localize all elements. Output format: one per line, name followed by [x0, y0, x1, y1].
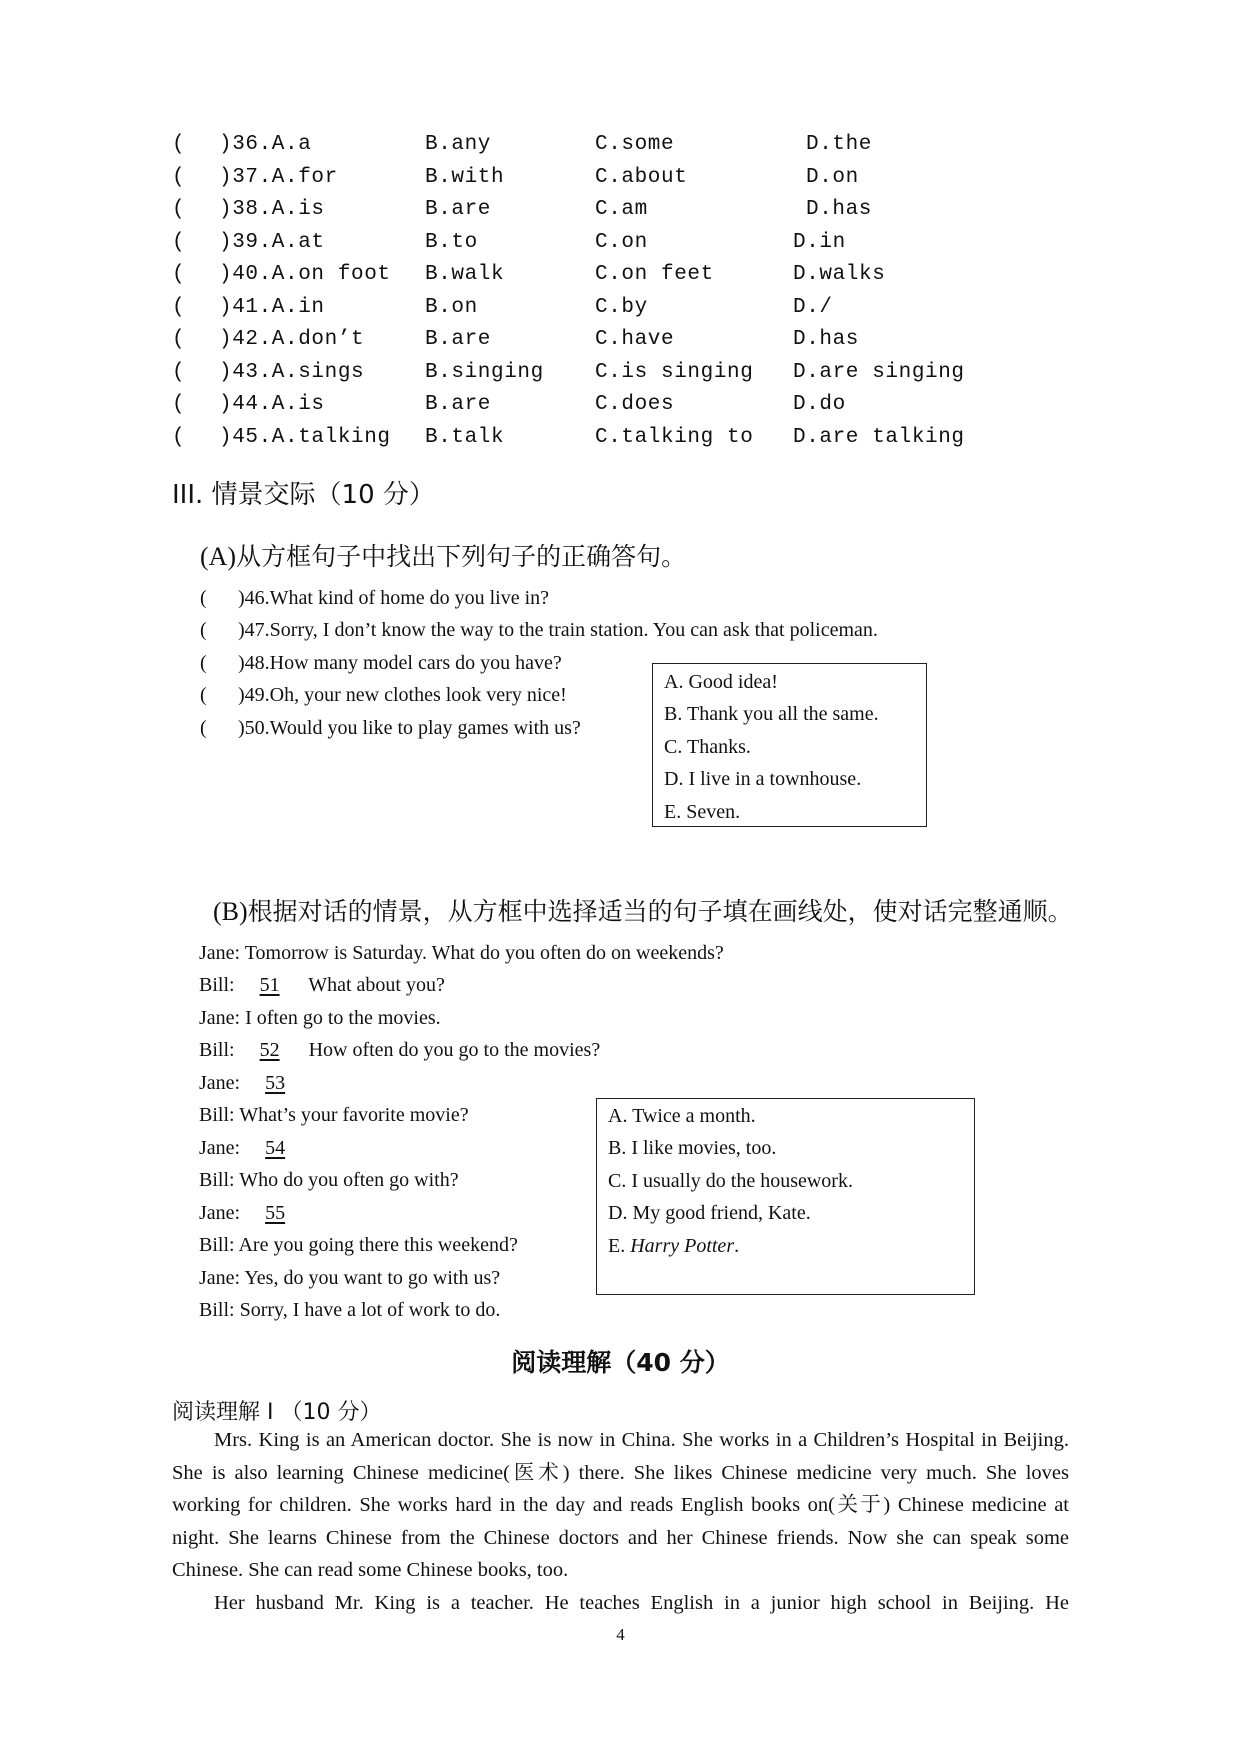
- option-b: B.are: [425, 393, 492, 416]
- option-b: B.singing: [425, 360, 544, 384]
- option-c-text: about: [621, 165, 688, 189]
- part-a-options-box: [652, 663, 927, 827]
- option-c: C.some: [595, 133, 675, 156]
- question-number: )37.A.for: [219, 165, 338, 189]
- question-number-value: 45: [232, 425, 259, 449]
- option-c-text: talking to: [621, 425, 754, 449]
- answer-paren: (: [200, 651, 207, 674]
- option-b-text: to: [451, 230, 478, 254]
- option-a: talking: [298, 425, 391, 449]
- section-title: III. 情景交际（10 分）: [172, 480, 435, 510]
- option-a: on foot: [298, 263, 391, 286]
- question-number-value: 43: [232, 360, 259, 384]
- option-a: for: [298, 165, 338, 189]
- option-b: B.walk: [425, 263, 505, 286]
- answer-paren: (: [172, 295, 186, 319]
- question-number: )43.A.sings: [219, 360, 365, 384]
- dialogue-text: Jane:: [199, 1071, 246, 1094]
- option-c: C.does: [595, 393, 675, 416]
- part-a-heading: [200, 537, 686, 573]
- option-c: C.about: [595, 165, 688, 189]
- dialogue-line: [199, 1007, 441, 1030]
- question-number-value: 40: [232, 263, 259, 286]
- option-c-text: is singing: [621, 360, 754, 384]
- question-text: )47.Sorry, I don’t know the way to the train station. You can ask that policeman.: [238, 619, 878, 642]
- option-a: is: [298, 393, 325, 416]
- part-a-instruction: 从方框句子中找出下列句子的正确答句。: [236, 542, 687, 571]
- option-d: D.the: [806, 133, 873, 156]
- dialogue-text: Jane: Tomorrow is Saturday. What do you often do on weekends?: [199, 942, 724, 964]
- option-b-text: are: [451, 198, 492, 221]
- option-d: D.has: [806, 198, 873, 221]
- mc-question-row: [0, 231, 1241, 261]
- question-number-value: 42: [232, 328, 259, 351]
- question-text: )49.Oh, your new clothes look very nice!: [238, 684, 567, 707]
- option-d: D.walks: [793, 263, 886, 286]
- option-c: C.on feet: [595, 263, 714, 286]
- answer-paren: (: [172, 230, 186, 254]
- answer-option: [608, 1235, 739, 1258]
- answer-option: [608, 1202, 811, 1225]
- option-a: sings: [298, 360, 365, 384]
- answer-option: B. Thank you all the same.: [664, 703, 879, 726]
- option-c: C.is singing: [595, 360, 754, 384]
- part-a-label: (A): [200, 542, 237, 571]
- mc-question-row: [0, 198, 1241, 228]
- answer-blank: 55: [265, 1201, 286, 1224]
- option-b: B.any: [425, 133, 492, 156]
- dialogue-text-after: How often do you go to the movies?: [303, 1039, 601, 1062]
- answer-blank: 51: [259, 974, 280, 997]
- option-c: C.have: [595, 328, 675, 351]
- option-d-text: the: [832, 133, 873, 156]
- mc-question-row: [0, 361, 1241, 391]
- option-b-text: with: [451, 165, 505, 189]
- dialogue-text: Bill: Sorry, I have a lot of work to do.: [199, 1298, 501, 1321]
- option-d-text: has: [832, 198, 873, 221]
- answer-option-text: E.: [608, 1234, 631, 1257]
- reading-title: 阅读理解（40 分）: [511, 1348, 730, 1377]
- question-number: )39.A.at: [219, 230, 325, 254]
- answer-paren: (: [172, 133, 186, 156]
- question-text: )50.Would you like to play games with us?: [238, 716, 581, 739]
- question-number: )45.A.talking: [219, 425, 391, 449]
- answer-paren: (: [200, 684, 207, 707]
- option-a: a: [298, 133, 312, 156]
- option-d-text: do: [819, 393, 846, 416]
- answer-paren: (: [200, 587, 207, 609]
- option-b-text: talk: [451, 425, 505, 449]
- part-b-instruction: 根据对话的情景，从方框中选择适当的句子填在画线处，使对话完整通顺。: [247, 897, 1073, 926]
- option-a: in: [298, 295, 325, 319]
- mc-question-row: [0, 263, 1241, 293]
- option-a: at: [298, 230, 325, 254]
- dialogue-line: [199, 1104, 469, 1127]
- question-number-value: 44: [232, 393, 259, 416]
- dialogue-line: [199, 1072, 309, 1095]
- page-number: 4: [616, 1625, 625, 1644]
- option-d-text: on: [832, 165, 859, 189]
- dialogue-line: [199, 1169, 459, 1192]
- question-number-value: 36: [232, 133, 259, 156]
- option-d-text: in: [819, 230, 846, 254]
- answer-option: A. Good idea!: [664, 671, 778, 693]
- question-number-value: 41: [232, 295, 259, 319]
- answer-paren: (: [172, 263, 186, 286]
- question-number: )41.A.in: [219, 295, 325, 319]
- option-d-text: are talking: [819, 425, 965, 449]
- answer-option: E. Seven.: [664, 800, 741, 823]
- answer-paren: (: [172, 198, 186, 221]
- dialogue-text: Jane:: [199, 1201, 246, 1224]
- question-text: )46.What kind of home do you live in?: [238, 587, 550, 609]
- passage-paragraph: Mrs. King is an American doctor. She is now in China. She works in a Children’s Hospital in Beijing. She is also learning Chinese medicine(医术) there. She likes Chinese medicine very much. She loves working for children. She works hard in the day and reads English books on(关于) Chinese medicine at night. She learns Chinese from the Chinese doctors and her Chinese friends. Now she can speak some Chinese. She can read some Chinese books, too.: [172, 1429, 1069, 1581]
- question-number-value: 37: [232, 165, 259, 189]
- question-number-value: 38: [232, 198, 259, 221]
- option-c-text: on feet: [621, 263, 714, 286]
- answer-option-end: .: [734, 1234, 740, 1257]
- dialogue-text: Bill: Who do you often go with?: [199, 1169, 459, 1192]
- reading-passage: [172, 1424, 1069, 1619]
- question-text: )48.How many model cars do you have?: [238, 651, 562, 674]
- dialogue-text: Jane: I often go to the movies.: [199, 1006, 441, 1029]
- option-c: C.am: [595, 198, 648, 221]
- answer-paren: (: [200, 716, 207, 739]
- dialogue-line: [199, 1299, 500, 1322]
- option-d-text: are singing: [819, 360, 965, 384]
- question-number: )44.A.is: [219, 393, 325, 416]
- option-c: C.talking to: [595, 425, 754, 449]
- option-d-text: has: [819, 328, 860, 351]
- answer-paren: (: [172, 360, 186, 384]
- option-c-text: have: [621, 328, 675, 351]
- option-b: B.to: [425, 230, 478, 254]
- answer-blank: 54: [265, 1136, 286, 1159]
- option-d: D.are singing: [793, 360, 965, 384]
- passage-paragraph: Her husband Mr. King is a teacher. He teaches English in a junior high school in Beijing. He: [214, 1591, 1069, 1614]
- option-c-text: on: [621, 230, 648, 254]
- option-b-text: are: [451, 393, 492, 416]
- option-c-text: am: [621, 198, 648, 221]
- answer-option: [608, 1170, 853, 1193]
- answer-option-text: A. Twice a month.: [608, 1105, 756, 1127]
- question-number: )36.A.a: [219, 133, 312, 156]
- dialogue-text: Jane:: [199, 1136, 246, 1159]
- dialogue-line: [199, 1137, 309, 1160]
- dialogue-text: Bill:: [199, 1039, 240, 1062]
- dialogue-line: [199, 942, 724, 965]
- mc-question-row: [0, 328, 1241, 358]
- answer-option: D. I live in a townhouse.: [664, 768, 862, 791]
- option-d: D.are talking: [793, 425, 965, 449]
- answer-option-text: C. I usually do the housework.: [608, 1169, 853, 1192]
- dialogue-text: Bill: Are you going there this weekend?: [199, 1234, 518, 1257]
- mc-question-row: [0, 393, 1241, 423]
- option-d: D.has: [793, 328, 860, 351]
- answer-blank: 53: [265, 1071, 286, 1094]
- option-d-text: walks: [819, 263, 886, 286]
- option-d-text: /: [819, 295, 833, 319]
- option-b: B.talk: [425, 425, 505, 449]
- dialogue-line: [199, 1202, 309, 1225]
- answer-paren: (: [172, 165, 186, 189]
- option-b-text: singing: [451, 360, 544, 384]
- option-a: is: [298, 198, 325, 221]
- answer-option: C. Thanks.: [664, 735, 751, 758]
- question-number: )40.A.on foot: [219, 263, 391, 286]
- part-b-label: (B): [213, 897, 248, 926]
- option-a: don’t: [298, 328, 365, 351]
- answer-paren: (: [172, 328, 186, 351]
- option-b: B.are: [425, 198, 492, 221]
- answer-option-text: D. My good friend, Kate.: [608, 1202, 811, 1225]
- part-b-options-box: [596, 1098, 975, 1295]
- option-b-text: on: [451, 295, 478, 319]
- question-number: )38.A.is: [219, 198, 325, 221]
- mc-question-row: [0, 133, 1241, 163]
- dialogue-line: [199, 1267, 500, 1290]
- option-c: C.by: [595, 295, 648, 319]
- dialogue-line: [199, 974, 445, 997]
- dialogue-text: Bill: What’s your favorite movie?: [199, 1104, 469, 1127]
- dialogue-line: [199, 1039, 600, 1062]
- option-b-text: any: [451, 133, 492, 156]
- dialogue-text-after: What about you?: [303, 974, 445, 997]
- reading-subtitle: 阅读理解 I （10 分）: [172, 1400, 382, 1425]
- answer-option-text: B. I like movies, too.: [608, 1137, 777, 1160]
- option-c: C.on: [595, 230, 648, 254]
- answer-option-italic: Harry Potter: [630, 1234, 735, 1257]
- answer-paren: (: [200, 619, 207, 642]
- option-b: B.are: [425, 328, 492, 351]
- option-b-text: walk: [451, 263, 505, 286]
- mc-question-row: [0, 426, 1241, 456]
- answer-paren: (: [172, 393, 186, 416]
- dialogue-line: [199, 1234, 518, 1257]
- answer-option: [608, 1137, 776, 1160]
- dialogue-text: Bill:: [199, 974, 240, 997]
- option-c-text: by: [621, 295, 648, 319]
- answer-paren: (: [172, 425, 186, 449]
- option-c-text: some: [621, 133, 675, 156]
- answer-blank: 52: [259, 1039, 280, 1062]
- option-d: D.do: [793, 393, 846, 416]
- part-b-heading: [213, 892, 1073, 928]
- question-number: )42.A.don’t: [219, 328, 365, 351]
- mc-question-row: [0, 166, 1241, 196]
- option-b: B.on: [425, 295, 478, 319]
- option-d: D.in: [793, 230, 846, 254]
- option-d: D.on: [806, 165, 859, 189]
- question-number-value: 39: [232, 230, 259, 254]
- mc-question-row: [0, 296, 1241, 326]
- option-b-text: are: [451, 328, 492, 351]
- answer-option: [608, 1105, 756, 1128]
- option-b: B.with: [425, 165, 505, 189]
- option-d: D./: [793, 295, 833, 319]
- dialogue-text: Jane: Yes, do you want to go with us?: [199, 1266, 501, 1289]
- option-c-text: does: [621, 393, 675, 416]
